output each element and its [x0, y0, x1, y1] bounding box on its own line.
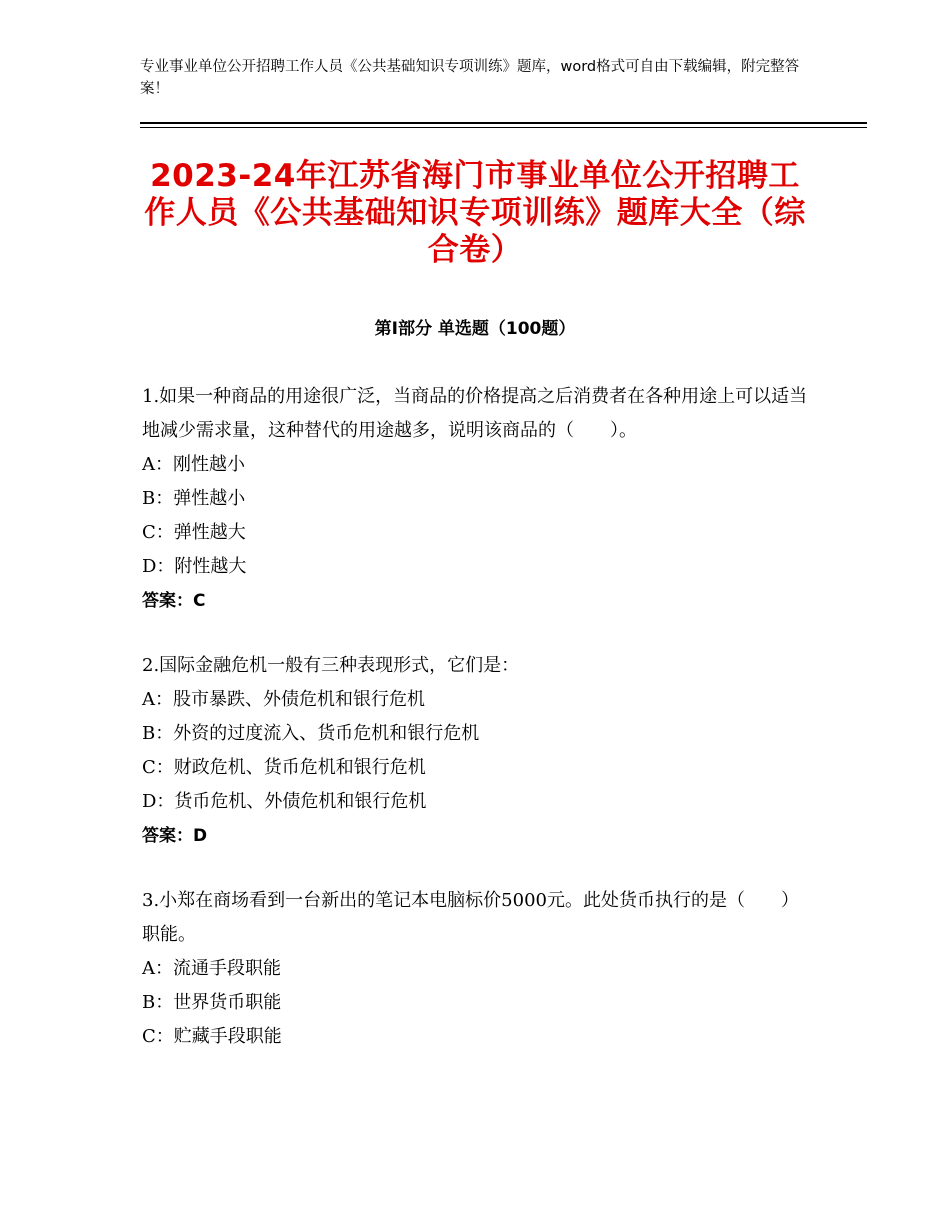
section-heading: 第I部分 单选题（100题）	[374, 319, 576, 339]
header-rule-thin	[140, 127, 867, 128]
question-1	[142, 380, 812, 618]
question-2	[142, 649, 812, 853]
answer-line: 答案：C	[142, 591, 206, 611]
question-stem: 1.如果一种商品的用途很广泛，当商品的价格提高之后消费者在各种用途上可以适当地减少需求量，这种替代的用途越多，说明该商品的（ ）。	[142, 386, 808, 441]
option-b: B：世界货币职能	[142, 992, 282, 1013]
document-title: 2023-24年江苏省海门市事业单位公开招聘工作人员《公共基础知识专项训练》题库大全（综合卷）	[144, 158, 806, 268]
header-note: 专业事业单位公开招聘工作人员《公共基础知识专项训练》题库，word格式可自由下载编辑，附完整答案！	[140, 59, 800, 97]
header-rule-thick	[140, 122, 867, 124]
option-a: A：流通手段职能	[142, 958, 281, 979]
question-stem: 3.小郑在商场看到一台新出的笔记本电脑标价5000元。此处货币执行的是（ ）职能。	[142, 890, 799, 945]
option-a: A：刚性越小	[142, 454, 245, 475]
option-c: C：财政危机、货币危机和银行危机	[142, 757, 426, 778]
question-list	[142, 380, 812, 1085]
option-d: D：附性越大	[142, 556, 247, 577]
option-b: B：弹性越小	[142, 488, 246, 509]
option-b: B：外资的过度流入、货币危机和银行危机	[142, 723, 480, 744]
option-c: C：弹性越大	[142, 522, 246, 543]
option-d: D：货币危机、外债危机和银行危机	[142, 791, 427, 812]
question-stem: 2.国际金融危机一般有三种表现形式，它们是：	[142, 655, 520, 676]
answer-line: 答案：D	[142, 826, 208, 846]
option-c: C：贮藏手段职能	[142, 1026, 282, 1047]
option-a: A：股市暴跌、外债危机和银行危机	[142, 689, 425, 710]
question-3	[142, 884, 812, 1054]
